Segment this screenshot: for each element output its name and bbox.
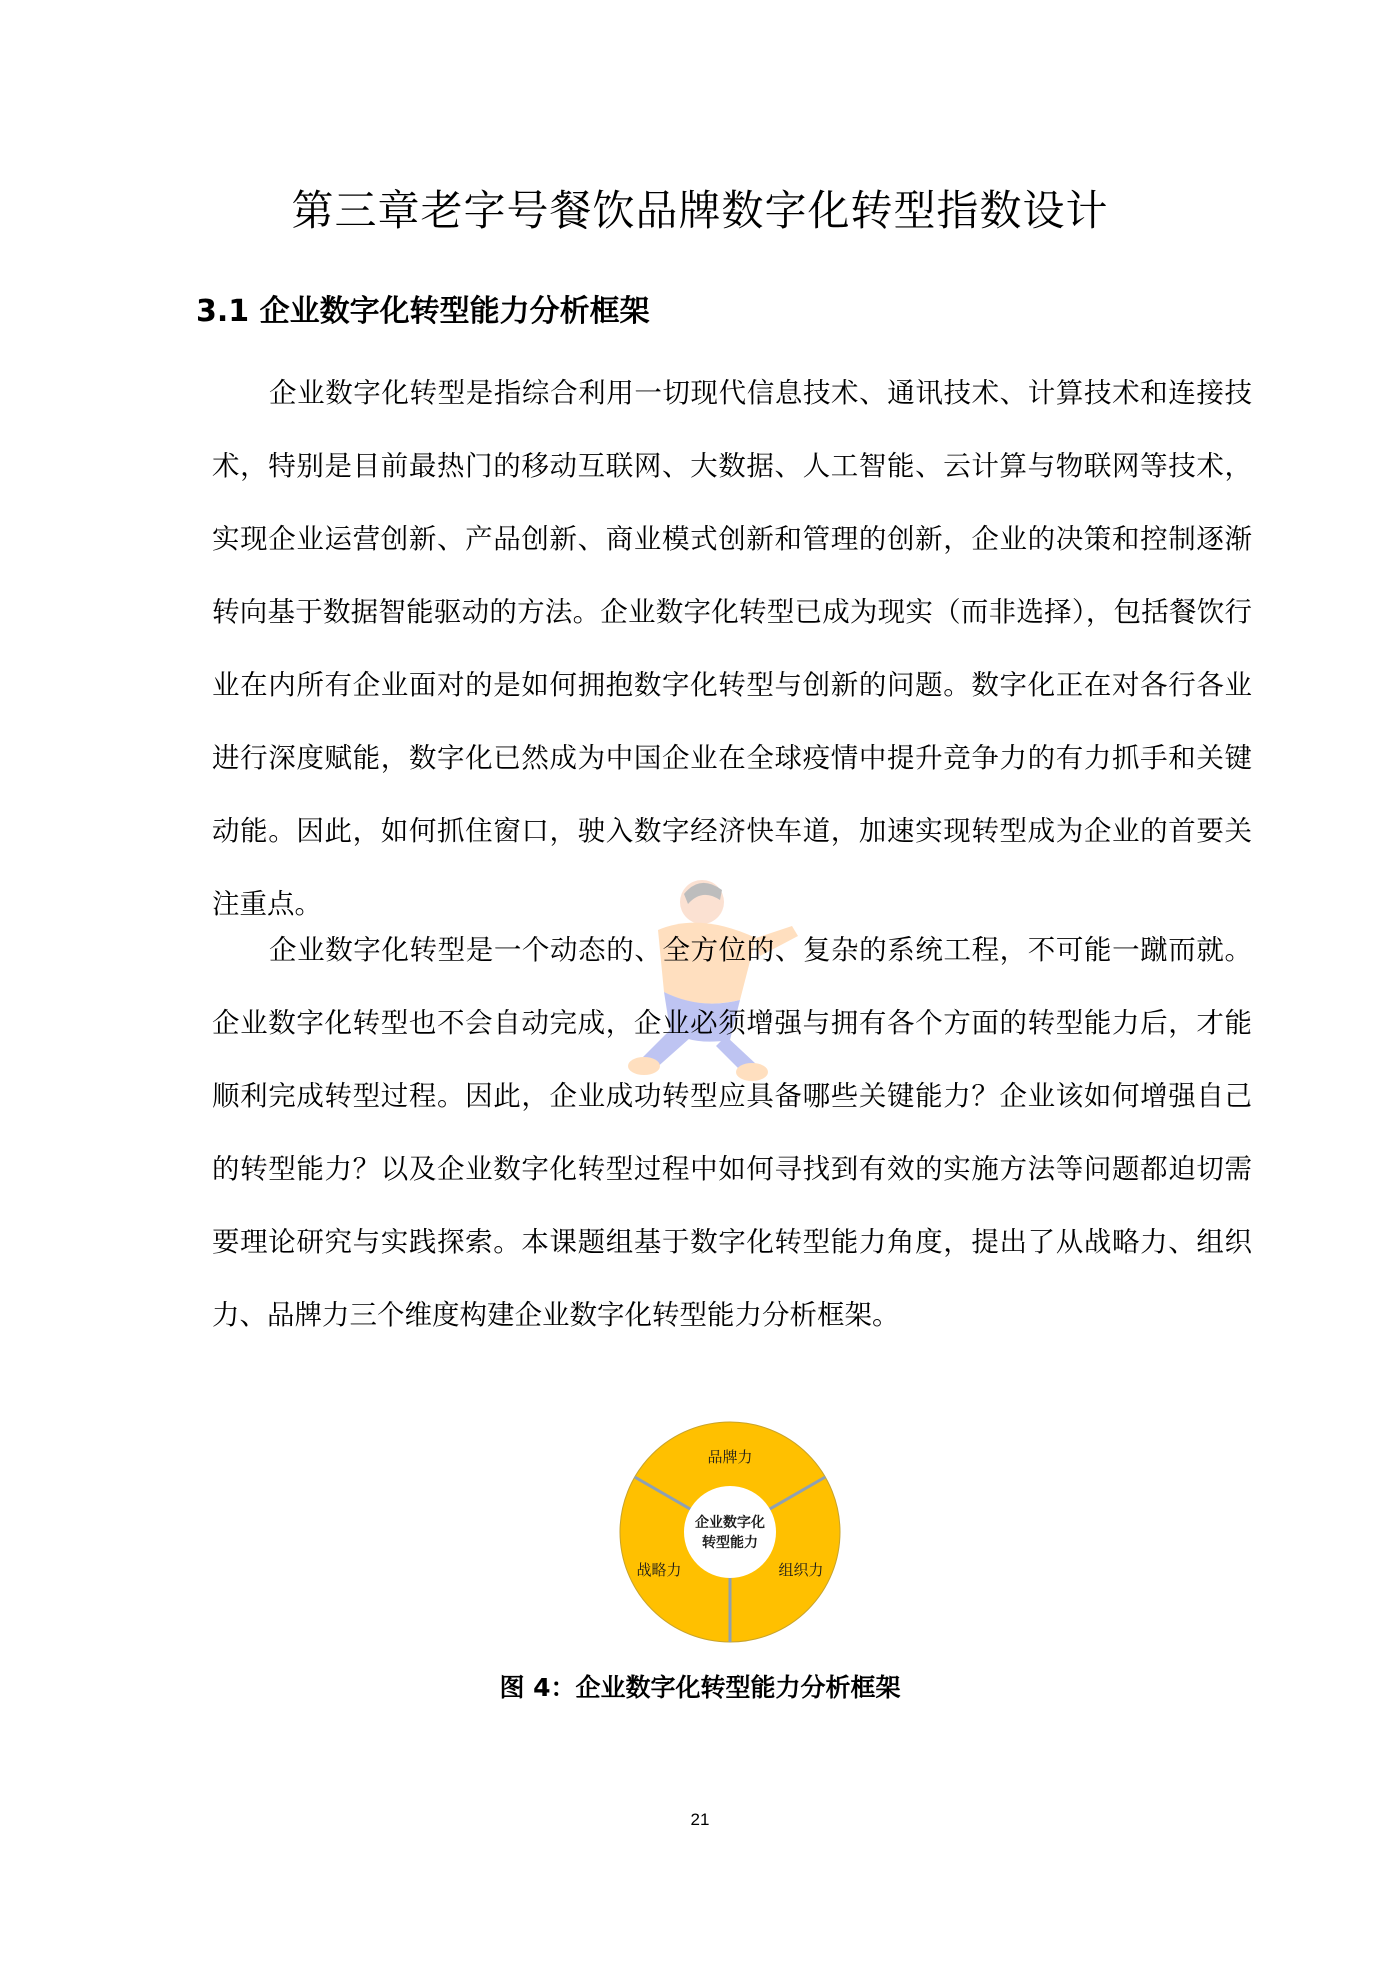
page-number: 21 [690,1810,710,1829]
segment-label-brand: 品牌力 [707,1448,753,1466]
center-circle [684,1486,776,1578]
body-paragraph: 企业数字化转型是一个动态的、全方位的、复杂的系统工程，不可能一蹴而就。企业数字化转型也不会自动完成，企业必须增强与拥有各个方面的转型能力后，才能顺利完成转型过程。因此，企业成功转型应具备哪些关键能力？企业该如何增强自己的转型能力？以及企业数字化转型过程中如何寻找到有效的实施方法等问题都迫切需要理论研究与实践探索。本课题组基于数字化转型能力角度，提出了从战略力、组织力、品牌力三个维度构建企业数字化转型能力分析框架。 [212,934,1252,1331]
segment-label-organization: 组织力 [778,1561,824,1579]
center-label-line2: 转型能力 [702,1535,758,1551]
body-paragraph: 企业数字化转型是指综合利用一切现代信息技术、通讯技术、计算技术和连接技术，特别是目前最热门的移动互联网、大数据、人工智能、云计算与物联网等技术，实现企业运营创新、产品创新、商业模式创新和管理的创新，企业的决策和控制逐渐转向基于数据智能驱动的方法。企业数字化转型已成为现实（而非选择），包括餐饮行业在内所有企业面对的是如何拥抱数字化转型与创新的问题。数字化正在对各行各业进行深度赋能，数字化已然成为中国企业在全球疫情中提升竞争力的有力抓手和关键动能。因此，如何抓住窗口，驶入数字经济快车道，加速实现转型成为企业的首要关注重点。 [212,377,1252,920]
section-title: 3.1 企业数字化转型能力分析框架 [196,294,650,329]
segment-label-strategy: 战略力 [636,1561,682,1579]
figure-caption: 图 4：企业数字化转型能力分析框架 [499,1673,901,1702]
capability-framework-diagram [615,1417,845,1647]
center-label-line1: 企业数字化 [695,1515,765,1531]
chapter-title: 第三章老字号餐饮品牌数字化转型指数设计 [291,186,1109,235]
